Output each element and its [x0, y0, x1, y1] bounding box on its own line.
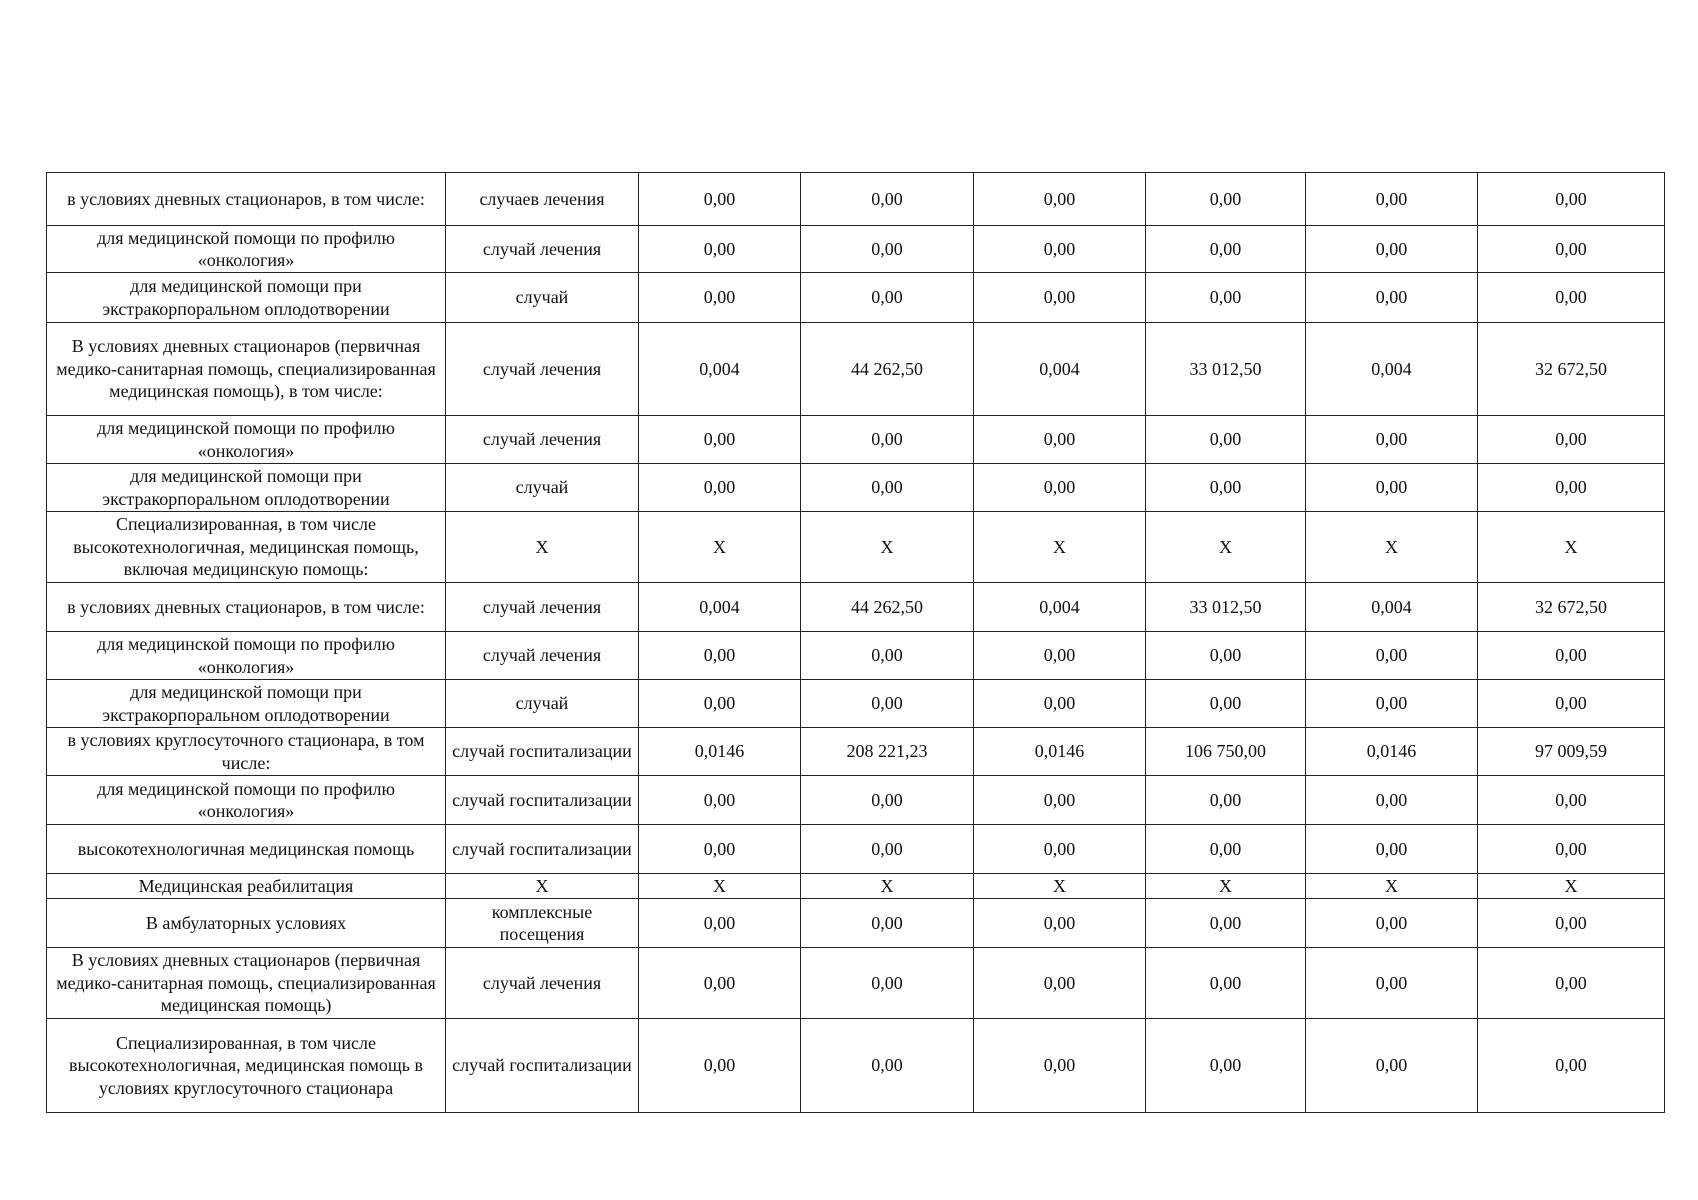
- value-cell: 0,00: [1146, 1019, 1306, 1113]
- value-cell: 208 221,23: [801, 728, 974, 776]
- value-cell: 0,00: [974, 416, 1146, 464]
- unit-cell: случай лечения: [446, 632, 639, 680]
- value-cell: X: [1146, 512, 1306, 583]
- value-cell: 0,00: [974, 173, 1146, 226]
- row-label-cell: для медицинской помощи по профилю «онкология»: [47, 776, 446, 825]
- value-cell: 0,00: [1306, 416, 1478, 464]
- value-cell: 44 262,50: [801, 583, 974, 632]
- value-cell: X: [801, 512, 974, 583]
- value-cell: 0,00: [974, 776, 1146, 825]
- value-cell: 0,00: [1146, 825, 1306, 874]
- value-cell: 0,004: [974, 323, 1146, 416]
- unit-cell: случай госпитализации: [446, 776, 639, 825]
- value-cell: 0,00: [1478, 416, 1665, 464]
- value-cell: X: [1306, 874, 1478, 899]
- value-cell: 0,00: [974, 899, 1146, 948]
- value-cell: 0,00: [1306, 776, 1478, 825]
- value-cell: 0,00: [639, 680, 801, 728]
- value-cell: X: [1146, 874, 1306, 899]
- value-cell: 0,00: [1146, 899, 1306, 948]
- value-cell: 32 672,50: [1478, 583, 1665, 632]
- value-cell: 0,00: [639, 1019, 801, 1113]
- unit-cell: случай лечения: [446, 583, 639, 632]
- value-cell: X: [1478, 874, 1665, 899]
- table-row: [47, 776, 1665, 825]
- unit-cell: случай лечения: [446, 323, 639, 416]
- value-cell: 0,00: [1306, 948, 1478, 1019]
- value-cell: 0,0146: [639, 728, 801, 776]
- value-cell: 0,00: [1306, 825, 1478, 874]
- row-label-cell: высокотехнологичная медицинская помощь: [47, 825, 446, 874]
- unit-cell: X: [446, 874, 639, 899]
- table-row: [47, 899, 1665, 948]
- value-cell: 106 750,00: [1146, 728, 1306, 776]
- table-row: [47, 416, 1665, 464]
- unit-cell: случай лечения: [446, 226, 639, 273]
- value-cell: 0,00: [1146, 173, 1306, 226]
- value-cell: 0,00: [1478, 948, 1665, 1019]
- value-cell: 0,00: [639, 825, 801, 874]
- value-cell: 0,00: [1306, 173, 1478, 226]
- value-cell: 0,00: [1306, 464, 1478, 512]
- value-cell: 0,00: [639, 899, 801, 948]
- value-cell: 0,00: [974, 825, 1146, 874]
- value-cell: 0,00: [1306, 1019, 1478, 1113]
- value-cell: 0,004: [1306, 323, 1478, 416]
- table-row: [47, 512, 1665, 583]
- value-cell: 0,00: [801, 273, 974, 323]
- value-cell: 0,00: [801, 632, 974, 680]
- value-cell: 0,00: [801, 776, 974, 825]
- value-cell: 0,00: [1146, 776, 1306, 825]
- value-cell: 0,00: [801, 226, 974, 273]
- row-label-cell: В амбулаторных условиях: [47, 899, 446, 948]
- value-cell: 0,00: [974, 632, 1146, 680]
- value-cell: 0,00: [974, 464, 1146, 512]
- unit-cell: случай госпитализации: [446, 825, 639, 874]
- value-cell: 0,004: [639, 323, 801, 416]
- value-cell: 0,00: [639, 464, 801, 512]
- value-cell: X: [639, 874, 801, 899]
- value-cell: 0,00: [801, 173, 974, 226]
- row-label-cell: для медицинской помощи при экстракорпоральном оплодотворении: [47, 273, 446, 323]
- value-cell: 0,00: [639, 273, 801, 323]
- unit-cell: случай госпитализации: [446, 1019, 639, 1113]
- row-label-cell: В условиях дневных стационаров (первичная медико-санитарная помощь, специализированная медицинская помощь): [47, 948, 446, 1019]
- row-label-cell: В условиях дневных стационаров (первичная медико-санитарная помощь, специализированная медицинская помощь), в том числе:: [47, 323, 446, 416]
- value-cell: 0,00: [1146, 464, 1306, 512]
- value-cell: 0,00: [1478, 226, 1665, 273]
- value-cell: 0,00: [1478, 825, 1665, 874]
- row-label-cell: в условиях дневных стационаров, в том числе:: [47, 583, 446, 632]
- value-cell: 0,00: [1478, 464, 1665, 512]
- value-cell: 0,00: [801, 825, 974, 874]
- value-cell: X: [974, 512, 1146, 583]
- value-cell: 33 012,50: [1146, 323, 1306, 416]
- value-cell: X: [801, 874, 974, 899]
- row-label-cell: для медицинской помощи при экстракорпоральном оплодотворении: [47, 464, 446, 512]
- table-row: [47, 583, 1665, 632]
- value-cell: 0,00: [639, 632, 801, 680]
- table-row: [47, 464, 1665, 512]
- value-cell: 0,00: [801, 899, 974, 948]
- unit-cell: комплексные посещения: [446, 899, 639, 948]
- value-cell: 0,00: [1306, 680, 1478, 728]
- row-label-cell: в условиях круглосуточного стационара, в том числе:: [47, 728, 446, 776]
- unit-cell: случай: [446, 273, 639, 323]
- value-cell: 97 009,59: [1478, 728, 1665, 776]
- value-cell: 0,0146: [974, 728, 1146, 776]
- value-cell: 44 262,50: [801, 323, 974, 416]
- value-cell: 0,00: [801, 464, 974, 512]
- value-cell: 0,00: [1478, 632, 1665, 680]
- document-sheet: [46, 172, 1664, 1113]
- value-cell: 0,00: [1146, 416, 1306, 464]
- table-row: [47, 948, 1665, 1019]
- value-cell: 0,00: [1478, 173, 1665, 226]
- value-cell: X: [639, 512, 801, 583]
- value-cell: 0,00: [1306, 899, 1478, 948]
- row-label-cell: для медицинской помощи по профилю «онкология»: [47, 632, 446, 680]
- value-cell: 0,004: [1306, 583, 1478, 632]
- table-row: [47, 226, 1665, 273]
- row-label-cell: для медицинской помощи по профилю «онкология»: [47, 416, 446, 464]
- value-cell: 0,00: [974, 948, 1146, 1019]
- value-cell: 0,00: [801, 680, 974, 728]
- value-cell: 0,00: [1306, 632, 1478, 680]
- table-body: [47, 173, 1665, 1113]
- row-label-cell: Специализированная, в том числе высокотехнологичная, медицинская помощь, включая медицинскую помощь:: [47, 512, 446, 583]
- value-cell: X: [1478, 512, 1665, 583]
- value-cell: 0,00: [1146, 273, 1306, 323]
- unit-cell: случаев лечения: [446, 173, 639, 226]
- value-cell: 0,00: [1146, 680, 1306, 728]
- value-cell: 0,00: [1478, 899, 1665, 948]
- unit-cell: случай: [446, 464, 639, 512]
- row-label-cell: в условиях дневных стационаров, в том числе:: [47, 173, 446, 226]
- value-cell: 0,00: [639, 416, 801, 464]
- data-table: [46, 172, 1665, 1113]
- value-cell: 0,00: [974, 680, 1146, 728]
- value-cell: 0,00: [1306, 226, 1478, 273]
- value-cell: 0,00: [1478, 776, 1665, 825]
- value-cell: 0,00: [639, 173, 801, 226]
- table-row: [47, 728, 1665, 776]
- value-cell: 0,00: [1146, 632, 1306, 680]
- value-cell: 0,0146: [1306, 728, 1478, 776]
- value-cell: 0,00: [1478, 680, 1665, 728]
- table-row: [47, 273, 1665, 323]
- value-cell: X: [1306, 512, 1478, 583]
- value-cell: 0,00: [974, 226, 1146, 273]
- row-label-cell: для медицинской помощи при экстракорпоральном оплодотворении: [47, 680, 446, 728]
- value-cell: 33 012,50: [1146, 583, 1306, 632]
- table-row: [47, 632, 1665, 680]
- value-cell: 32 672,50: [1478, 323, 1665, 416]
- value-cell: 0,00: [639, 226, 801, 273]
- value-cell: 0,004: [974, 583, 1146, 632]
- row-label-cell: для медицинской помощи по профилю «онкология»: [47, 226, 446, 273]
- unit-cell: случай лечения: [446, 948, 639, 1019]
- row-label-cell: Специализированная, в том числе высокотехнологичная, медицинская помощь в условиях круглосуточного стационара: [47, 1019, 446, 1113]
- value-cell: 0,00: [639, 776, 801, 825]
- value-cell: 0,00: [974, 1019, 1146, 1113]
- table-row: [47, 323, 1665, 416]
- table-row: [47, 874, 1665, 899]
- table-row: [47, 173, 1665, 226]
- unit-cell: случай лечения: [446, 416, 639, 464]
- table-row: [47, 680, 1665, 728]
- table-row: [47, 825, 1665, 874]
- unit-cell: случай: [446, 680, 639, 728]
- value-cell: 0,004: [639, 583, 801, 632]
- value-cell: X: [974, 874, 1146, 899]
- value-cell: 0,00: [1478, 273, 1665, 323]
- value-cell: 0,00: [801, 948, 974, 1019]
- value-cell: 0,00: [1146, 948, 1306, 1019]
- value-cell: 0,00: [1146, 226, 1306, 273]
- value-cell: 0,00: [639, 948, 801, 1019]
- row-label-cell: Медицинская реабилитация: [47, 874, 446, 899]
- unit-cell: случай госпитализации: [446, 728, 639, 776]
- table-row: [47, 1019, 1665, 1113]
- value-cell: 0,00: [1306, 273, 1478, 323]
- value-cell: 0,00: [801, 1019, 974, 1113]
- value-cell: 0,00: [801, 416, 974, 464]
- value-cell: 0,00: [1478, 1019, 1665, 1113]
- value-cell: 0,00: [974, 273, 1146, 323]
- unit-cell: X: [446, 512, 639, 583]
